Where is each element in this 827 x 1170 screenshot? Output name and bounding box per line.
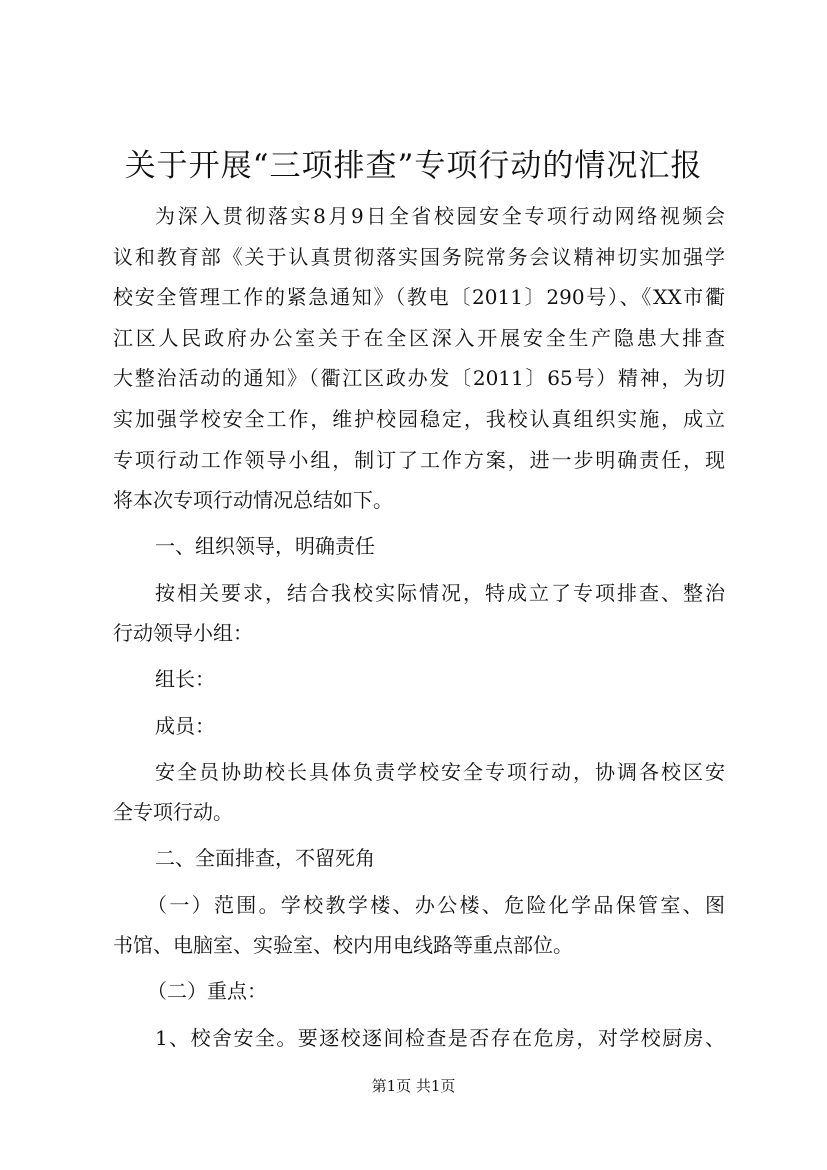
section-heading: 一、组织领导，明确责任 bbox=[155, 534, 375, 559]
paragraph-line: 全专项行动。 bbox=[113, 800, 233, 825]
paragraph-line: 大整治活动的通知》（衢江区政办发〔2011〕65号）精神，为切 bbox=[113, 366, 725, 391]
document-title: 关于开展“三项排查”专项行动的情况汇报 bbox=[124, 148, 703, 184]
paragraph-line: （二）重点： bbox=[147, 979, 267, 1004]
paragraph-line: 为深入贯彻落实8月9日全省校园安全专项行动网络视频会 bbox=[155, 204, 725, 228]
section-heading: 二、全面排查，不留死角 bbox=[155, 846, 375, 871]
page-number-footer: 第1页 共1页 bbox=[371, 1077, 456, 1095]
paragraph-line: 校安全管理工作的紧急通知》（教电〔2011〕290号）、《XX市衢 bbox=[113, 285, 725, 310]
paragraph-line: 组长： bbox=[155, 667, 215, 692]
paragraph-line: 书馆、电脑室、实验室、校内用电线路等重点部位。 bbox=[113, 933, 573, 958]
paragraph-line: 行动领导小组： bbox=[113, 621, 253, 646]
paragraph-line: 1、校舍安全。要逐校逐间检查是否存在危房，对学校厨房、 bbox=[155, 1025, 725, 1050]
paragraph-line: 专项行动工作领导小组，制订了工作方案，进一步明确责任，现 bbox=[113, 447, 725, 472]
paragraph-line: 江区人民政府办公室关于在全区深入开展安全生产隐患大排查 bbox=[113, 325, 725, 350]
paragraph-line: 将本次专项行动情况总结如下。 bbox=[113, 488, 393, 513]
paragraph-line: 议和教育部《关于认真贯彻落实国务院常务会议精神切实加强学 bbox=[113, 244, 725, 269]
document-body bbox=[113, 196, 725, 1058]
paragraph-line: 按相关要求，结合我校实际情况，特成立了专项排查、整治 bbox=[155, 580, 725, 605]
paragraph-line: 安全员协助校长具体负责学校安全专项行动，协调各校区安 bbox=[155, 759, 725, 784]
paragraph-line: 成员： bbox=[155, 713, 215, 738]
paragraph-line: 实加强学校安全工作，维护校园稳定，我校认真组织实施，成立 bbox=[113, 406, 725, 431]
paragraph-line: （一）范围。学校教学楼、办公楼、危险化学品保管室、图 bbox=[147, 892, 725, 917]
